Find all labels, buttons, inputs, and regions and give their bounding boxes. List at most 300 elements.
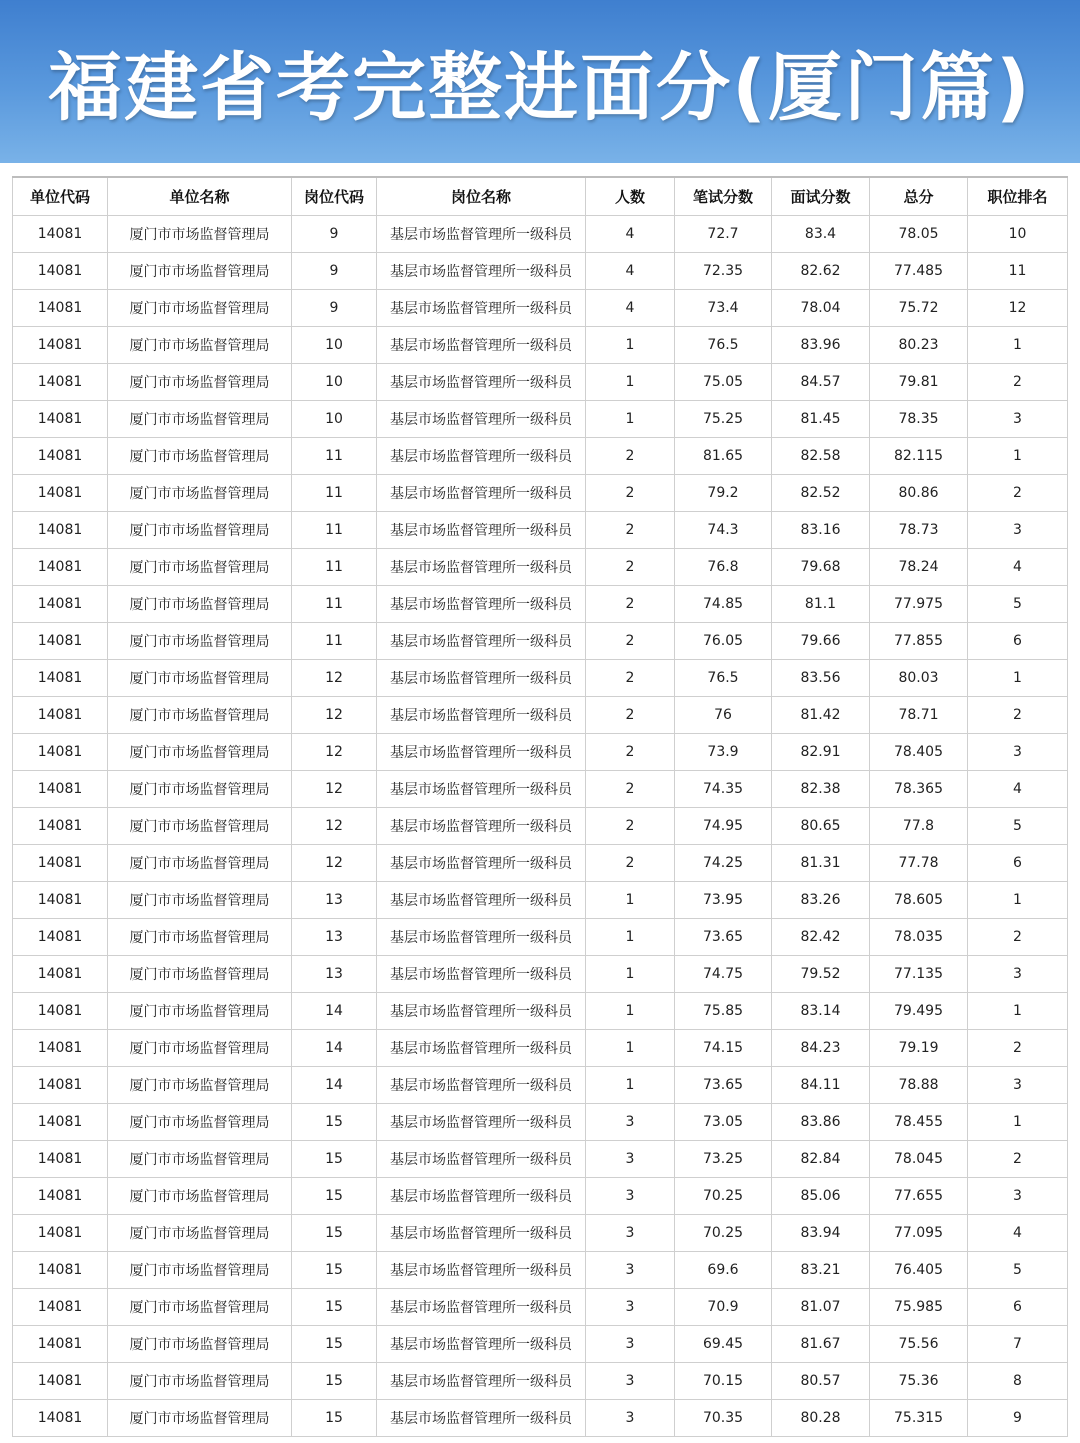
cell-post-rank: 7 [968,1326,1068,1363]
cell-headcount: 3 [586,1215,675,1252]
table-row [13,1030,1068,1067]
cell-post-code: 9 [292,290,377,327]
cell-interview-score: 82.58 [772,438,870,475]
cell-written-score: 74.95 [675,808,772,845]
cell-interview-score: 83.56 [772,660,870,697]
cell-interview-score: 83.21 [772,1252,870,1289]
cell-post-name: 基层市场监督管理所一级科员 [377,956,586,993]
cell-unit-code: 14081 [13,290,108,327]
cell-written-score: 74.75 [675,956,772,993]
cell-interview-score: 83.14 [772,993,870,1030]
cell-total-score: 79.81 [870,364,968,401]
cell-headcount: 1 [586,919,675,956]
cell-written-score: 70.15 [675,1363,772,1400]
cell-unit-code: 14081 [13,882,108,919]
cell-written-score: 81.65 [675,438,772,475]
cell-total-score: 78.045 [870,1141,968,1178]
cell-post-name: 基层市场监督管理所一级科员 [377,438,586,475]
cell-unit-name: 厦门市市场监督管理局 [108,1326,292,1363]
cell-post-code: 11 [292,623,377,660]
header-unit-name: 单位名称 [108,177,292,216]
cell-written-score: 69.6 [675,1252,772,1289]
cell-post-name: 基层市场监督管理所一级科员 [377,475,586,512]
cell-interview-score: 85.06 [772,1178,870,1215]
cell-written-score: 72.35 [675,253,772,290]
header-total-score: 总分 [870,177,968,216]
cell-total-score: 77.975 [870,586,968,623]
cell-post-code: 15 [292,1178,377,1215]
cell-interview-score: 82.52 [772,475,870,512]
cell-interview-score: 79.52 [772,956,870,993]
cell-interview-score: 81.45 [772,401,870,438]
cell-total-score: 80.86 [870,475,968,512]
cell-post-name: 基层市场监督管理所一级科员 [377,771,586,808]
cell-unit-name: 厦门市市场监督管理局 [108,771,292,808]
cell-post-name: 基层市场监督管理所一级科员 [377,512,586,549]
cell-post-rank: 3 [968,1178,1068,1215]
cell-total-score: 82.115 [870,438,968,475]
cell-post-name: 基层市场监督管理所一级科员 [377,253,586,290]
cell-headcount: 4 [586,290,675,327]
cell-total-score: 79.19 [870,1030,968,1067]
cell-interview-score: 82.84 [772,1141,870,1178]
cell-headcount: 2 [586,512,675,549]
cell-total-score: 75.985 [870,1289,968,1326]
cell-unit-name: 厦门市市场监督管理局 [108,216,292,253]
cell-interview-score: 79.66 [772,623,870,660]
cell-post-code: 9 [292,253,377,290]
cell-post-rank: 6 [968,1289,1068,1326]
table-row [13,845,1068,882]
cell-unit-code: 14081 [13,401,108,438]
cell-unit-code: 14081 [13,623,108,660]
cell-total-score: 78.035 [870,919,968,956]
cell-unit-name: 厦门市市场监督管理局 [108,512,292,549]
table-row [13,1215,1068,1252]
cell-post-code: 13 [292,882,377,919]
cell-post-rank: 4 [968,771,1068,808]
cell-unit-code: 14081 [13,216,108,253]
cell-unit-name: 厦门市市场监督管理局 [108,253,292,290]
cell-unit-code: 14081 [13,364,108,401]
cell-post-rank: 1 [968,660,1068,697]
cell-interview-score: 82.42 [772,919,870,956]
cell-unit-name: 厦门市市场监督管理局 [108,1104,292,1141]
cell-interview-score: 80.65 [772,808,870,845]
cell-interview-score: 81.31 [772,845,870,882]
cell-total-score: 78.73 [870,512,968,549]
table-row [13,586,1068,623]
cell-unit-code: 14081 [13,586,108,623]
cell-post-rank: 2 [968,919,1068,956]
cell-total-score: 78.405 [870,734,968,771]
cell-written-score: 73.65 [675,1067,772,1104]
cell-post-name: 基层市场监督管理所一级科员 [377,1104,586,1141]
cell-post-code: 12 [292,771,377,808]
cell-written-score: 70.25 [675,1178,772,1215]
cell-post-name: 基层市场监督管理所一级科员 [377,327,586,364]
table-row [13,771,1068,808]
cell-interview-score: 82.91 [772,734,870,771]
cell-total-score: 78.24 [870,549,968,586]
cell-written-score: 74.3 [675,512,772,549]
table-row [13,1326,1068,1363]
table-row [13,290,1068,327]
cell-unit-name: 厦门市市场监督管理局 [108,549,292,586]
cell-written-score: 73.25 [675,1141,772,1178]
cell-post-name: 基层市场监督管理所一级科员 [377,364,586,401]
cell-total-score: 75.72 [870,290,968,327]
cell-headcount: 3 [586,1141,675,1178]
cell-unit-name: 厦门市市场监督管理局 [108,1252,292,1289]
cell-written-score: 76.8 [675,549,772,586]
cell-post-name: 基层市场监督管理所一级科员 [377,1215,586,1252]
cell-written-score: 75.05 [675,364,772,401]
cell-unit-code: 14081 [13,438,108,475]
cell-post-name: 基层市场监督管理所一级科员 [377,919,586,956]
cell-written-score: 70.25 [675,1215,772,1252]
cell-headcount: 3 [586,1326,675,1363]
cell-post-rank: 6 [968,623,1068,660]
cell-total-score: 78.455 [870,1104,968,1141]
cell-interview-score: 78.04 [772,290,870,327]
title-banner [0,0,1080,163]
cell-post-name: 基层市场监督管理所一级科员 [377,993,586,1030]
cell-post-code: 12 [292,697,377,734]
cell-post-rank: 4 [968,549,1068,586]
cell-headcount: 2 [586,660,675,697]
cell-interview-score: 82.62 [772,253,870,290]
cell-unit-code: 14081 [13,808,108,845]
cell-post-rank: 2 [968,1030,1068,1067]
cell-unit-name: 厦门市市场监督管理局 [108,1067,292,1104]
header-post-name: 岗位名称 [377,177,586,216]
cell-unit-name: 厦门市市场监督管理局 [108,364,292,401]
cell-post-code: 15 [292,1326,377,1363]
cell-written-score: 75.25 [675,401,772,438]
cell-post-rank: 3 [968,512,1068,549]
cell-written-score: 69.45 [675,1326,772,1363]
table-row [13,697,1068,734]
cell-unit-name: 厦门市市场监督管理局 [108,1178,292,1215]
header-post-rank: 职位排名 [968,177,1068,216]
cell-post-rank: 5 [968,586,1068,623]
table-row [13,956,1068,993]
cell-post-code: 12 [292,808,377,845]
cell-headcount: 2 [586,697,675,734]
cell-unit-code: 14081 [13,512,108,549]
cell-written-score: 76 [675,697,772,734]
cell-unit-code: 14081 [13,1400,108,1437]
score-table [12,176,1068,1437]
cell-total-score: 78.605 [870,882,968,919]
cell-interview-score: 81.67 [772,1326,870,1363]
cell-unit-code: 14081 [13,993,108,1030]
cell-total-score: 77.855 [870,623,968,660]
cell-interview-score: 80.57 [772,1363,870,1400]
cell-interview-score: 83.16 [772,512,870,549]
cell-unit-name: 厦门市市场监督管理局 [108,845,292,882]
cell-post-name: 基层市场监督管理所一级科员 [377,882,586,919]
table-row [13,327,1068,364]
cell-headcount: 1 [586,882,675,919]
cell-headcount: 2 [586,475,675,512]
cell-total-score: 77.135 [870,956,968,993]
cell-headcount: 3 [586,1178,675,1215]
cell-unit-code: 14081 [13,1178,108,1215]
cell-post-code: 9 [292,216,377,253]
cell-unit-code: 14081 [13,1289,108,1326]
cell-unit-code: 14081 [13,253,108,290]
cell-unit-name: 厦门市市场监督管理局 [108,919,292,956]
cell-written-score: 73.65 [675,919,772,956]
cell-post-name: 基层市场监督管理所一级科员 [377,808,586,845]
cell-unit-code: 14081 [13,956,108,993]
cell-headcount: 2 [586,549,675,586]
cell-total-score: 78.05 [870,216,968,253]
cell-post-rank: 9 [968,1400,1068,1437]
cell-unit-name: 厦门市市场监督管理局 [108,1363,292,1400]
cell-unit-name: 厦门市市场监督管理局 [108,993,292,1030]
cell-unit-code: 14081 [13,1067,108,1104]
cell-post-name: 基层市场监督管理所一级科员 [377,734,586,771]
table-row [13,1363,1068,1400]
cell-written-score: 76.05 [675,623,772,660]
cell-unit-code: 14081 [13,771,108,808]
cell-post-name: 基层市场监督管理所一级科员 [377,586,586,623]
cell-unit-code: 14081 [13,845,108,882]
table-header-row [13,177,1068,216]
cell-written-score: 73.9 [675,734,772,771]
cell-post-rank: 1 [968,438,1068,475]
cell-unit-code: 14081 [13,1141,108,1178]
cell-post-rank: 2 [968,1141,1068,1178]
header-post-code: 岗位代码 [292,177,377,216]
table-row [13,734,1068,771]
cell-post-code: 14 [292,993,377,1030]
cell-unit-code: 14081 [13,919,108,956]
cell-unit-name: 厦门市市场监督管理局 [108,882,292,919]
cell-unit-code: 14081 [13,1104,108,1141]
cell-unit-name: 厦门市市场监督管理局 [108,623,292,660]
cell-headcount: 1 [586,1067,675,1104]
cell-headcount: 1 [586,364,675,401]
cell-post-code: 15 [292,1141,377,1178]
cell-post-rank: 8 [968,1363,1068,1400]
cell-interview-score: 83.94 [772,1215,870,1252]
cell-headcount: 2 [586,623,675,660]
cell-post-rank: 2 [968,697,1068,734]
cell-total-score: 78.88 [870,1067,968,1104]
cell-post-rank: 1 [968,993,1068,1030]
cell-post-rank: 1 [968,882,1068,919]
cell-unit-name: 厦门市市场监督管理局 [108,1141,292,1178]
cell-written-score: 76.5 [675,327,772,364]
cell-unit-code: 14081 [13,1326,108,1363]
cell-written-score: 70.35 [675,1400,772,1437]
cell-post-code: 15 [292,1400,377,1437]
cell-written-score: 70.9 [675,1289,772,1326]
cell-unit-code: 14081 [13,549,108,586]
cell-post-name: 基层市场监督管理所一级科员 [377,1363,586,1400]
cell-post-name: 基层市场监督管理所一级科员 [377,1252,586,1289]
cell-interview-score: 83.96 [772,327,870,364]
cell-post-code: 14 [292,1030,377,1067]
cell-headcount: 3 [586,1363,675,1400]
cell-unit-code: 14081 [13,475,108,512]
cell-unit-name: 厦门市市场监督管理局 [108,327,292,364]
header-interview-score: 面试分数 [772,177,870,216]
table-row [13,993,1068,1030]
table-row [13,660,1068,697]
cell-post-rank: 5 [968,808,1068,845]
cell-post-rank: 2 [968,364,1068,401]
cell-headcount: 2 [586,808,675,845]
table-row [13,1067,1068,1104]
cell-post-code: 15 [292,1215,377,1252]
cell-post-rank: 4 [968,1215,1068,1252]
cell-unit-code: 14081 [13,327,108,364]
table-row [13,808,1068,845]
cell-post-rank: 10 [968,216,1068,253]
cell-written-score: 73.4 [675,290,772,327]
cell-post-code: 15 [292,1252,377,1289]
cell-total-score: 80.03 [870,660,968,697]
cell-unit-name: 厦门市市场监督管理局 [108,475,292,512]
table-row [13,1400,1068,1437]
cell-unit-name: 厦门市市场监督管理局 [108,586,292,623]
cell-post-rank: 1 [968,327,1068,364]
table-body [13,216,1068,1437]
table-row [13,1104,1068,1141]
cell-post-code: 15 [292,1289,377,1326]
cell-interview-score: 81.1 [772,586,870,623]
cell-post-name: 基层市场监督管理所一级科员 [377,549,586,586]
cell-post-code: 11 [292,438,377,475]
cell-post-name: 基层市场监督管理所一级科员 [377,401,586,438]
cell-post-code: 10 [292,401,377,438]
cell-post-code: 11 [292,549,377,586]
cell-unit-name: 厦门市市场监督管理局 [108,734,292,771]
cell-post-code: 11 [292,586,377,623]
cell-post-rank: 5 [968,1252,1068,1289]
cell-total-score: 75.56 [870,1326,968,1363]
cell-post-name: 基层市场监督管理所一级科员 [377,1289,586,1326]
cell-post-name: 基层市场监督管理所一级科员 [377,1400,586,1437]
cell-written-score: 75.85 [675,993,772,1030]
cell-interview-score: 79.68 [772,549,870,586]
cell-written-score: 72.7 [675,216,772,253]
cell-unit-name: 厦门市市场监督管理局 [108,438,292,475]
cell-unit-code: 14081 [13,697,108,734]
cell-unit-code: 14081 [13,1252,108,1289]
cell-post-rank: 3 [968,401,1068,438]
cell-interview-score: 83.4 [772,216,870,253]
cell-post-code: 11 [292,512,377,549]
cell-headcount: 2 [586,734,675,771]
cell-written-score: 74.25 [675,845,772,882]
cell-post-name: 基层市场监督管理所一级科员 [377,1067,586,1104]
header-unit-code: 单位代码 [13,177,108,216]
cell-post-rank: 3 [968,956,1068,993]
score-table-container [12,176,1068,1437]
cell-unit-code: 14081 [13,1215,108,1252]
header-written-score: 笔试分数 [675,177,772,216]
cell-post-rank: 3 [968,734,1068,771]
cell-post-code: 10 [292,327,377,364]
table-row [13,919,1068,956]
cell-post-name: 基层市场监督管理所一级科员 [377,1326,586,1363]
cell-total-score: 78.35 [870,401,968,438]
cell-headcount: 1 [586,1030,675,1067]
cell-total-score: 78.365 [870,771,968,808]
cell-post-code: 13 [292,919,377,956]
cell-headcount: 4 [586,253,675,290]
cell-post-code: 14 [292,1067,377,1104]
cell-unit-name: 厦门市市场监督管理局 [108,1030,292,1067]
cell-unit-name: 厦门市市场监督管理局 [108,290,292,327]
cell-post-rank: 2 [968,475,1068,512]
cell-unit-name: 厦门市市场监督管理局 [108,1289,292,1326]
cell-headcount: 1 [586,993,675,1030]
cell-post-rank: 11 [968,253,1068,290]
cell-total-score: 75.315 [870,1400,968,1437]
table-row [13,438,1068,475]
cell-interview-score: 84.57 [772,364,870,401]
page-title: 福建省考完整进面分(厦门篇) [48,44,1032,131]
cell-interview-score: 81.42 [772,697,870,734]
cell-total-score: 77.78 [870,845,968,882]
cell-interview-score: 84.11 [772,1067,870,1104]
cell-post-code: 11 [292,475,377,512]
cell-unit-code: 14081 [13,734,108,771]
cell-unit-code: 14081 [13,1030,108,1067]
cell-post-name: 基层市场监督管理所一级科员 [377,1178,586,1215]
cell-total-score: 78.71 [870,697,968,734]
cell-post-name: 基层市场监督管理所一级科员 [377,623,586,660]
cell-headcount: 4 [586,216,675,253]
cell-interview-score: 82.38 [772,771,870,808]
table-row [13,882,1068,919]
cell-post-name: 基层市场监督管理所一级科员 [377,1030,586,1067]
header-headcount: 人数 [586,177,675,216]
table-row [13,1141,1068,1178]
cell-post-rank: 6 [968,845,1068,882]
cell-post-code: 12 [292,734,377,771]
cell-unit-name: 厦门市市场监督管理局 [108,1400,292,1437]
cell-unit-code: 14081 [13,660,108,697]
cell-headcount: 1 [586,327,675,364]
cell-headcount: 2 [586,586,675,623]
cell-post-name: 基层市场监督管理所一级科员 [377,1141,586,1178]
cell-post-rank: 12 [968,290,1068,327]
cell-post-code: 12 [292,845,377,882]
table-row [13,253,1068,290]
table-row [13,623,1068,660]
cell-total-score: 80.23 [870,327,968,364]
cell-written-score: 74.35 [675,771,772,808]
cell-post-rank: 3 [968,1067,1068,1104]
cell-total-score: 77.485 [870,253,968,290]
cell-post-code: 15 [292,1104,377,1141]
table-row [13,1252,1068,1289]
cell-written-score: 79.2 [675,475,772,512]
cell-post-name: 基层市场监督管理所一级科员 [377,216,586,253]
cell-post-code: 12 [292,660,377,697]
cell-unit-name: 厦门市市场监督管理局 [108,660,292,697]
cell-post-name: 基层市场监督管理所一级科员 [377,290,586,327]
table-row [13,512,1068,549]
